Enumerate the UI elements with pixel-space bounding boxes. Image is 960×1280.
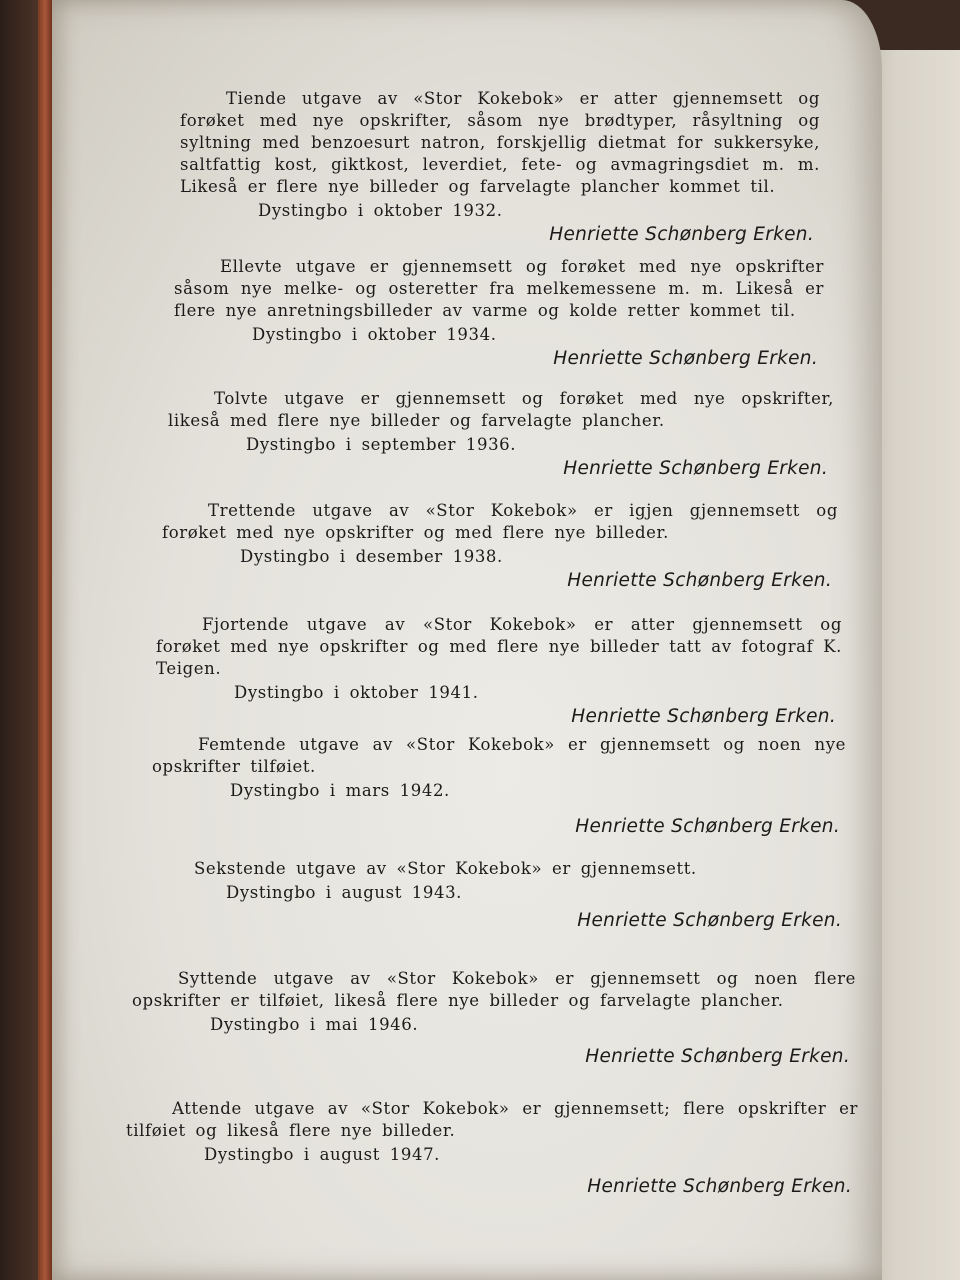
- author-signature: Henriette Schønberg Erken.: [587, 1176, 852, 1197]
- edition-note-11: [174, 256, 824, 369]
- author-signature: Henriette Schønberg Erken.: [577, 910, 842, 931]
- author-signature: Henriette Schønberg Erken.: [575, 816, 840, 837]
- edition-note-17: [132, 968, 856, 1067]
- edition-date: Dystingbo i september 1936.: [246, 435, 517, 454]
- edition-date: Dystingbo i august 1943.: [226, 883, 463, 902]
- edition-text: Trettende utgave av «Stor Kokebok» er igjen gjennemsett og forøket med nye opskrifter og med flere nye billeder.: [162, 501, 838, 542]
- author-signature: Henriette Schønberg Erken.: [563, 458, 828, 479]
- edition-note-12: [168, 388, 834, 479]
- edition-note-15: [152, 734, 846, 837]
- edition-text: Sekstende utgave av «Stor Kokebok» er gjennemsett.: [194, 859, 697, 878]
- edition-note-13: [162, 500, 838, 591]
- book-cover-edge: [38, 0, 52, 1280]
- edition-text: Femtende utgave av «Stor Kokebok» er gjennemsett og noen nye opskrifter tilføiet.: [152, 735, 846, 776]
- author-signature: Henriette Schønberg Erken.: [553, 348, 818, 369]
- edition-text: Fjortende utgave av «Stor Kokebok» er atter gjennemsett og forøket med nye opskrifter og med flere nye billeder tatt av fotograf K. Teigen.: [156, 615, 842, 678]
- edition-text: Attende utgave av «Stor Kokebok» er gjennemsett; flere opskrifter er tilføiet og likeså flere nye billeder.: [126, 1099, 858, 1140]
- edition-text: Ellevte utgave er gjennemsett og forøket med nye opskrifter såsom nye melke- og osteretter fra melkemessene m. m. Likeså er flere nye anretningsbilleder av varme og kolde retter kommet til.: [174, 257, 824, 320]
- edition-note-10: [180, 88, 820, 245]
- book-page: [52, 0, 882, 1280]
- edition-date: Dystingbo i august 1947.: [204, 1145, 441, 1164]
- edition-note-18: [126, 1098, 858, 1197]
- edition-note-14: [156, 614, 842, 727]
- edition-text: Tolvte utgave er gjennemsett og forøket med nye opskrifter, likeså med flere nye billeder og farvelagte plancher.: [168, 389, 834, 430]
- author-signature: Henriette Schønberg Erken.: [585, 1046, 850, 1067]
- edition-date: Dystingbo i desember 1938.: [240, 547, 503, 566]
- edition-text: Tiende utgave av «Stor Kokebok» er atter gjennemsett og forøket med nye opskrifter, såsom nye brødtyper, råsyltning og syltning med benzoesurt natron, forskjellig dietmat for sukkersyke, saltfattig kost, giktkost, leverdiet, fete- og avmagringsdiet m. m. Likeså er flere nye billeder og farvelagte plancher kommet til.: [180, 89, 820, 196]
- edition-date: Dystingbo i oktober 1941.: [234, 683, 479, 702]
- author-signature: Henriette Schønberg Erken.: [567, 570, 832, 591]
- edition-date: Dystingbo i mars 1942.: [230, 781, 450, 800]
- edition-date: Dystingbo i mai 1946.: [210, 1015, 419, 1034]
- preface-edition-notes: [52, 0, 882, 1280]
- edition-note-16: [148, 858, 848, 931]
- edition-text: Syttende utgave av «Stor Kokebok» er gjennemsett og noen flere opskrifter er tilføiet, likeså flere nye billeder og farvelagte plancher.: [132, 969, 856, 1010]
- author-signature: Henriette Schønberg Erken.: [549, 224, 814, 245]
- author-signature: Henriette Schønberg Erken.: [571, 706, 836, 727]
- edition-date: Dystingbo i oktober 1934.: [252, 325, 497, 344]
- edition-date: Dystingbo i oktober 1932.: [258, 201, 503, 220]
